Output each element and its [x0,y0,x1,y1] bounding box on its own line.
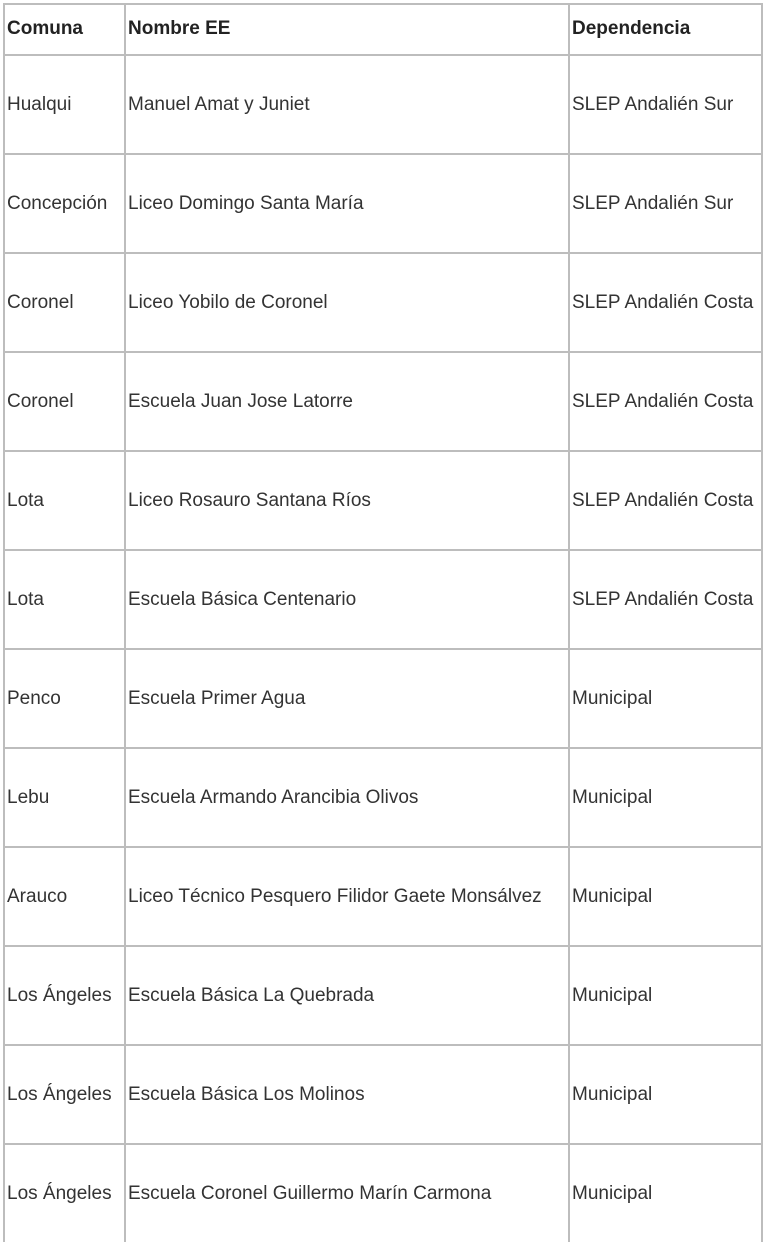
cell-nombre-ee: Escuela Armando Arancibia Olivos [125,748,569,847]
cell-dependencia: SLEP Andalién Costa [569,550,762,649]
cell-dependencia: Municipal [569,847,762,946]
cell-nombre-ee: Liceo Técnico Pesquero Filidor Gaete Monsálvez [125,847,569,946]
cell-comuna: Concepción [4,154,125,253]
cell-nombre-ee: Liceo Rosauro Santana Ríos [125,451,569,550]
cell-comuna: Los Ángeles [4,1045,125,1144]
table-row [4,847,762,946]
cell-dependencia: SLEP Andalién Costa [569,451,762,550]
cell-dependencia: Municipal [569,1144,762,1242]
cell-dependencia: Municipal [569,649,762,748]
cell-nombre-ee: Escuela Primer Agua [125,649,569,748]
table-row [4,1144,762,1242]
table-row [4,946,762,1045]
header-dependencia: Dependencia [569,4,762,55]
cell-comuna: Penco [4,649,125,748]
cell-comuna: Lota [4,451,125,550]
cell-comuna: Lebu [4,748,125,847]
header-comuna: Comuna [4,4,125,55]
cell-nombre-ee: Liceo Domingo Santa María [125,154,569,253]
cell-comuna: Los Ángeles [4,946,125,1045]
table-row [4,451,762,550]
cell-comuna: Lota [4,550,125,649]
header-nombre-ee: Nombre EE [125,4,569,55]
cell-comuna: Coronel [4,253,125,352]
cell-dependencia: Municipal [569,748,762,847]
cell-dependencia: SLEP Andalién Costa [569,253,762,352]
table-row [4,649,762,748]
table-row [4,550,762,649]
cell-dependencia: SLEP Andalién Sur [569,55,762,154]
table-row [4,154,762,253]
cell-dependencia: Municipal [569,1045,762,1144]
cell-dependencia: SLEP Andalién Sur [569,154,762,253]
cell-comuna: Los Ángeles [4,1144,125,1242]
cell-nombre-ee: Escuela Básica La Quebrada [125,946,569,1045]
table-row [4,748,762,847]
table-row [4,352,762,451]
schools-table [3,3,763,1242]
table-row [4,1045,762,1144]
table-row [4,55,762,154]
cell-comuna: Coronel [4,352,125,451]
cell-nombre-ee: Escuela Básica Centenario [125,550,569,649]
cell-nombre-ee: Manuel Amat y Juniet [125,55,569,154]
cell-comuna: Hualqui [4,55,125,154]
table-header-row [4,4,762,55]
cell-dependencia: Municipal [569,946,762,1045]
table-row [4,253,762,352]
table-container [3,3,761,1204]
cell-nombre-ee: Liceo Yobilo de Coronel [125,253,569,352]
cell-nombre-ee: Escuela Básica Los Molinos [125,1045,569,1144]
cell-nombre-ee: Escuela Coronel Guillermo Marín Carmona [125,1144,569,1242]
cell-comuna: Arauco [4,847,125,946]
cell-dependencia: SLEP Andalién Costa [569,352,762,451]
cell-nombre-ee: Escuela Juan Jose Latorre [125,352,569,451]
